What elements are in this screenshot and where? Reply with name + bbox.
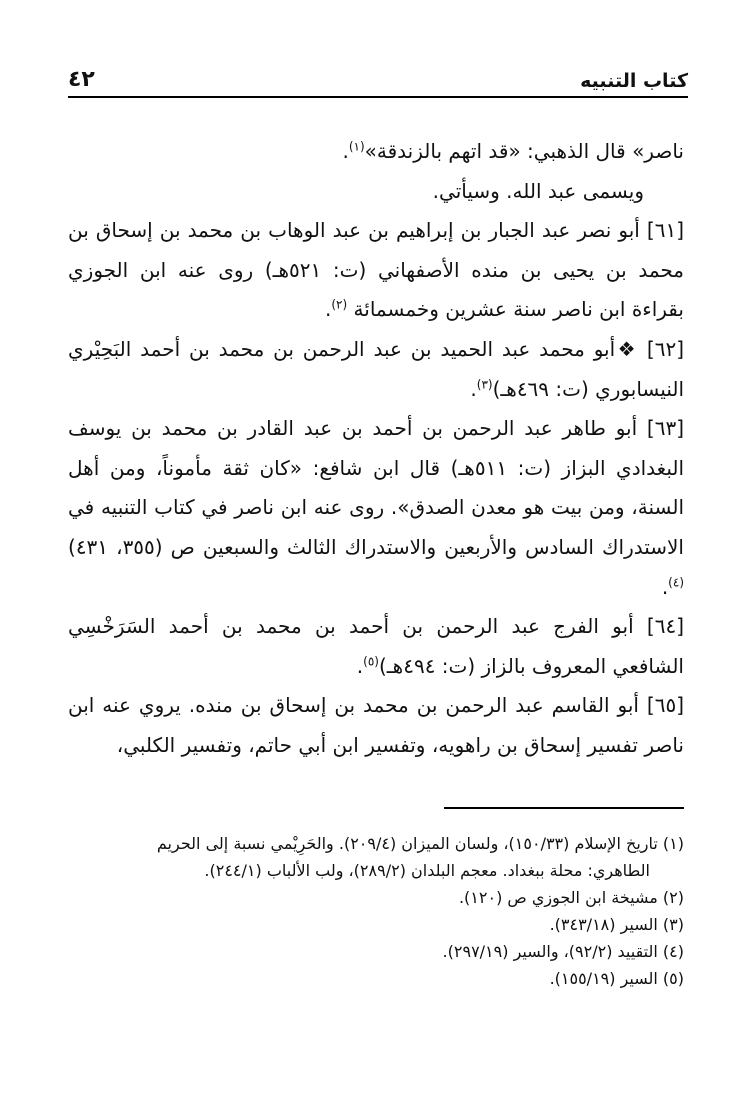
footnote-3: (٣) السير (٣٤٣/١٨). <box>549 915 684 934</box>
footnotes <box>72 830 684 992</box>
entry-62: [٦٢] ❖أبو محمد عبد الحميد بن عبد الرحمن بن محمد بن أحمد البَحِيْري النيسابوري (ت: ٤٦٩هـ)$^{(٣)}$. <box>68 336 684 401</box>
footnote-ref-1[interactable]: (١) <box>348 139 365 154</box>
page-header <box>68 62 688 98</box>
entry-65: [٦٥] أبو القاسم عبد الرحمن بن محمد بن إسحاق بن منده. يروي عنه ابن ناصر تفسير إسحاق بن راهويه، وتفسير ابن أبي حاتم، وتفسير الكلبي، <box>68 693 684 757</box>
footnote-separator <box>444 807 684 809</box>
footnote-ref-3[interactable]: (٣) <box>476 376 493 391</box>
paragraph-note: ويسمى عبد الله. وسيأتي. <box>432 178 644 203</box>
paragraph-continuation: ناصر» قال الذهبي: «قد اتهم بالزندقة»$^{(١)}$. <box>342 139 684 163</box>
footnote-1: (١) تاريخ الإسلام (١٥٠/٣٣)، ولسان الميزان (٢٠٩/٤). والحَرِيْمي نسبة إلى الحريم <box>156 834 684 853</box>
entry-63: [٦٣] أبو طاهر عبد الرحمن بن أحمد بن عبد القادر بن محمد بن يوسف البغدادي البزاز (ت: ٥١١هـ) قال ابن شافع: «كان ثقة مأموناً، ومن أهل السنة، ومن بيت هو معدن الصدق». روى عنه ابن ناصر في كتاب التنبيه في الاستدراك السادس والأربعين والاستدراك الثالث والسبعين ص (٣٥٥، ٤٣١)$^{(٤)}$. <box>68 416 685 599</box>
footnote-4: (٤) التقييد (٩٢/٢)، والسير (٢٩٧/١٩). <box>442 942 684 961</box>
entry-64: [٦٤] أبو الفرج عبد الرحمن بن أحمد بن محمد بن أحمد السَرَخْسِي الشافعي المعروف بالزاز (ت: ٤٩٤هـ)$^{(٥)}$. <box>68 614 684 678</box>
page-number: ٤٢ <box>68 67 95 92</box>
footnote-2: (٢) مشيخة ابن الجوزي ص (١٢٠). <box>458 888 684 907</box>
footnote-ref-2[interactable]: (٢) <box>331 297 348 312</box>
footnote-ref-5[interactable]: (٥) <box>363 654 379 669</box>
main-text <box>68 132 684 766</box>
footnote-ref-4[interactable]: (٤) <box>668 574 684 589</box>
footnote-5: (٥) السير (١٥٥/١٩). <box>549 969 684 988</box>
running-title: كتاب التنبيه <box>580 70 688 92</box>
entry-61: [٦١] أبو نصر عبد الجبار بن إبراهيم بن عبد الوهاب بن محمد بن إسحاق بن محمد بن يحيى بن منده الأصفهاني (ت: ٥٢١هـ) روى عنه ابن الجوزي بقراءة ابن ناصر سنة عشرين وخمسمائة $^{(٢)}$. <box>68 218 685 322</box>
footnote-1-continuation: الطاهري: محلة ببغداد. معجم البلدان (٢٨٩/٢)، ولب الألباب (٢٤٤/١). <box>204 861 650 880</box>
